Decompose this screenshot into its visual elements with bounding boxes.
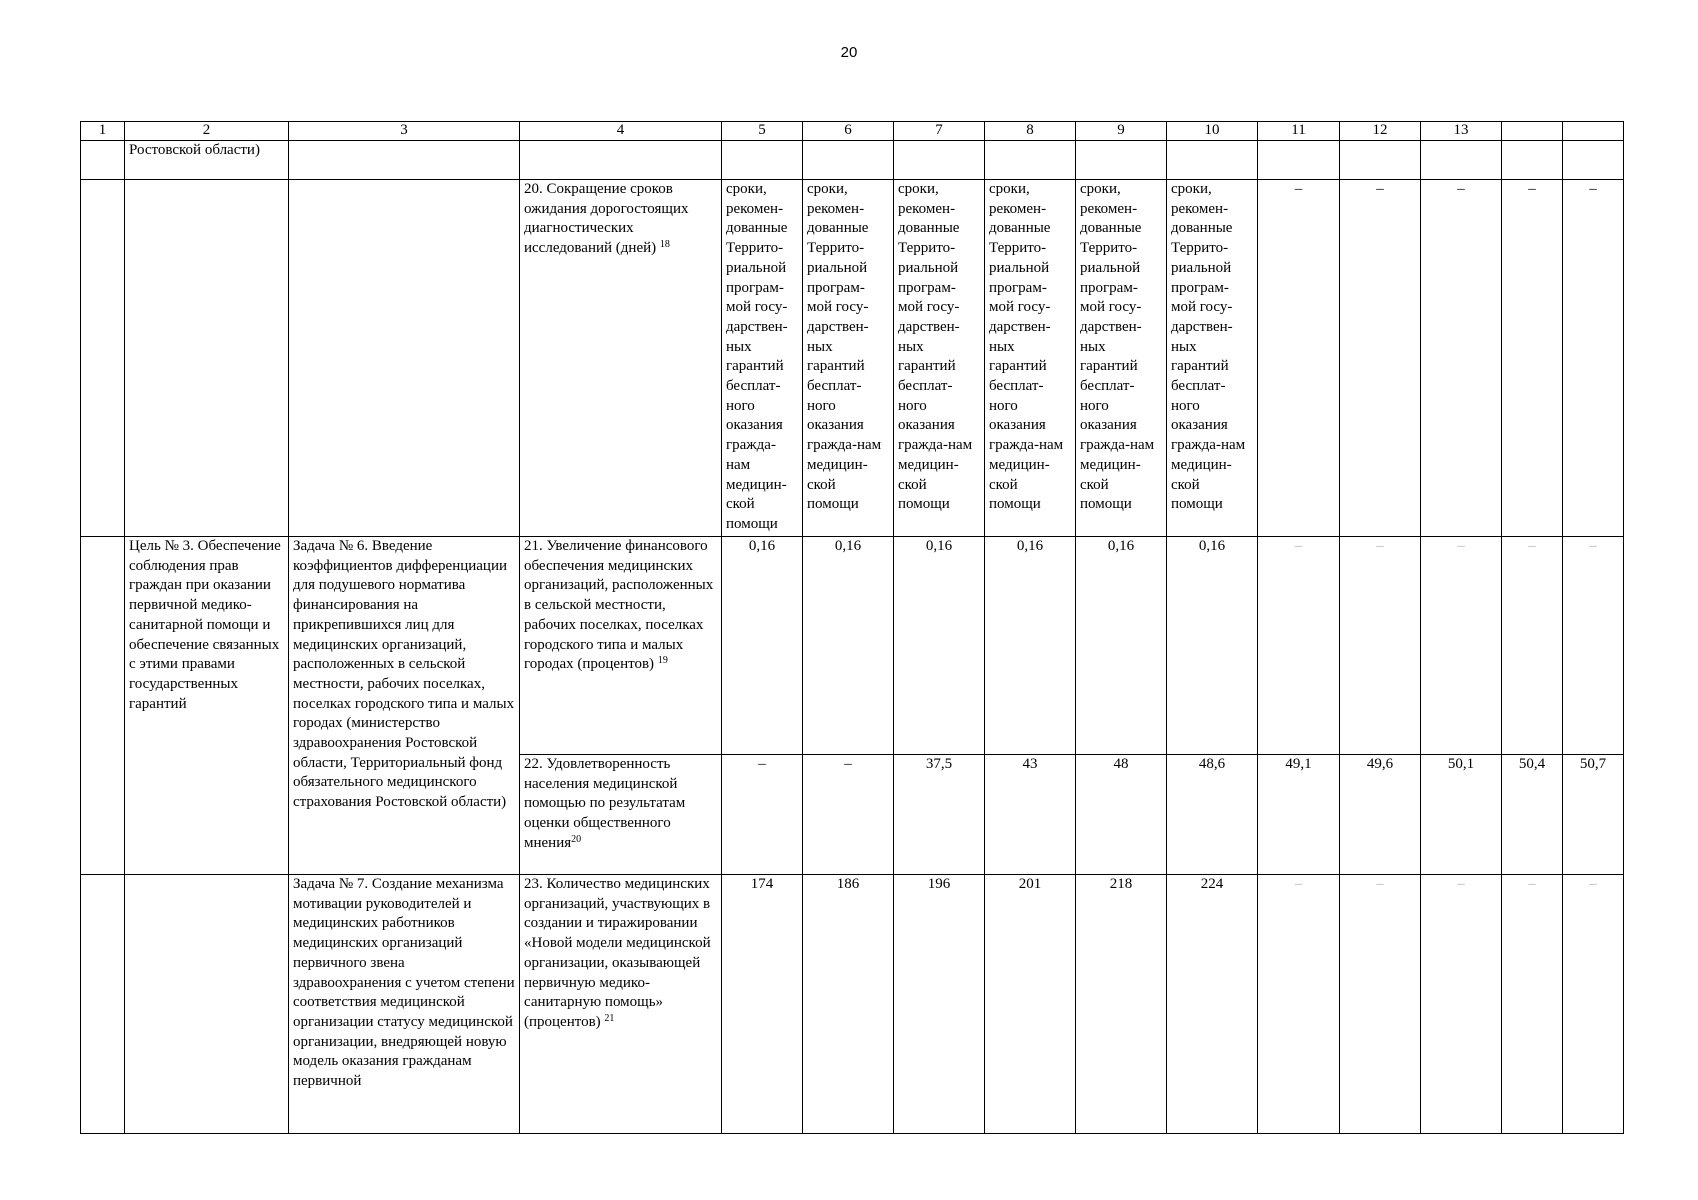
indicator-21-row [81,537,1624,755]
value-cell: 218 [1076,875,1167,1134]
value-cell: сроки, рекомен-дованные Террито-риальной програм-мой госу-дарствен-ных гарантий бесплат-ного оказания гражда-нам медицин-ской помощи [985,180,1076,537]
empty-cell [722,141,803,180]
indicator-name-cell [520,537,722,755]
value-cell: – [1421,180,1502,537]
column-number-cell: 10 [1167,122,1258,141]
column-number-cell: 1 [81,122,125,141]
empty-cell [1167,141,1258,180]
footnote-ref: 18 [659,239,670,251]
empty-cell [125,180,289,537]
value-cell: 48,6 [1167,755,1258,875]
empty-cell [985,141,1076,180]
value-cell: 0,16 [894,537,985,755]
continuation-row [81,141,1624,180]
value-cell: 196 [894,875,985,1134]
value-cell: – [1563,180,1624,537]
indicator-name: 20. Сокращение сроков ожидания дорогостоящих диагностических исследований (дней) [524,181,689,257]
value-cell: – [1340,875,1421,1134]
empty-cell [520,141,722,180]
value-cell: – [1258,537,1340,755]
column-number-cell: 7 [894,122,985,141]
value-cell: – [1502,875,1563,1134]
value-cell: 0,16 [985,537,1076,755]
value-cell: 0,16 [803,537,894,755]
column-number-cell [1563,122,1624,141]
value-cell: 0,16 [1167,537,1258,755]
value-cell: 186 [803,875,894,1134]
indicator-name-cell [520,180,722,537]
value-cell: 37,5 [894,755,985,875]
empty-cell [1563,141,1624,180]
empty-cell [1340,141,1421,180]
value-cell: 49,1 [1258,755,1340,875]
indicator-name-cell [520,755,722,875]
column-number-cell: 5 [722,122,803,141]
empty-cell [81,537,125,875]
value-cell: 48 [1076,755,1167,875]
value-cell: сроки, рекомен-дованные Террито-риальной програм-мой госу-дарствен-ных гарантий бесплат-ного оказания гражда-нам медицин-ской помощи [1076,180,1167,537]
column-number-cell: 11 [1258,122,1340,141]
value-cell: 43 [985,755,1076,875]
task-cell: Задача № 6. Введение коэффициентов дифференциации для подушевого норматива финансирования на прикрепившихся лиц для медицинских организаций, расположенных в сельской местности, рабочих поселках, поселках городского типа и малых городах (министерство здравоохранения Ростовской области, Территориальный фонд обязательного медицинского страхования Ростовской области) [289,537,520,875]
column-numbers-row [81,122,1624,141]
indicator-name: 21. Увеличение финансового обеспечения медицинских организаций, расположенных в сельской местности, рабочих поселках, поселках городского типа и малых городах (процентов) [524,538,714,673]
empty-cell [81,141,125,180]
value-cell: – [1502,537,1563,755]
value-cell: – [722,755,803,875]
column-number-cell: 3 [289,122,520,141]
empty-cell [803,141,894,180]
value-cell: 201 [985,875,1076,1134]
empty-cell [125,875,289,1134]
empty-cell [81,180,125,537]
footnote-ref: 21 [604,1012,615,1024]
value-cell: – [1563,537,1624,755]
value-cell: – [1340,180,1421,537]
value-cell: сроки, рекомен-дованные Террито-риальной програм-мой госу-дарствен-ных гарантий бесплат-ного оказания гражда-нам медицин-ской помощи [722,180,803,537]
column-number-cell: 13 [1421,122,1502,141]
empty-cell [1258,141,1340,180]
value-cell: – [803,755,894,875]
column-number-cell [1502,122,1563,141]
column-number-cell: 9 [1076,122,1167,141]
value-cell: 50,7 [1563,755,1624,875]
page-number: 20 [840,44,858,61]
value-cell: – [1421,875,1502,1134]
value-cell: сроки, рекомен-дованные Террито-риальной програм-мой госу-дарствен-ных гарантий бесплат-ного оказания гражда-нам медицин-ской помощи [803,180,894,537]
empty-cell [289,141,520,180]
value-cell: – [1421,537,1502,755]
indicator-name: 23. Количество медицинских организаций, участвующих в создании и тиражировании «Новой модели медицинской организации, оказывающей первичную медико-санитарную помощь» (процентов) [524,876,711,1030]
goal-cell: Цель № 3. Обеспечение соблюдения прав граждан при оказании первичной медико-санитарной помощи и обеспечение связанных с этими правами государственных гарантий [125,537,289,875]
empty-cell [894,141,985,180]
value-cell: – [1340,537,1421,755]
indicators-table [80,121,1624,1134]
indicator-23-row [81,875,1624,1134]
footnote-ref: 19 [657,655,668,667]
task-cell: Задача № 7. Создание механизма мотивации руководителей и медицинских работников медицинских организаций первичного звена здравоохранения с учетом степени соответствия медицинской организации статусу медицинской организации, внедряющей новую модель оказания гражданам первичной [289,875,520,1134]
empty-cell [1076,141,1167,180]
column-number-cell: 6 [803,122,894,141]
value-cell: сроки, рекомен-дованные Террито-риальной програм-мой госу-дарствен-ных гарантий бесплат-ного оказания гражда-нам медицин-ской помощи [1167,180,1258,537]
indicator-name: 22. Удовлетворенность населения медицинской помощью по результатам оценки общественного мнения [524,756,686,851]
column-number-cell: 4 [520,122,722,141]
empty-cell [1421,141,1502,180]
value-cell: сроки, рекомен-дованные Террито-риальной програм-мой госу-дарствен-ных гарантий бесплат-ного оказания гражда-нам медицин-ской помощи [894,180,985,537]
value-cell: 50,4 [1502,755,1563,875]
value-cell: – [1258,875,1340,1134]
indicator-20-row [81,180,1624,537]
value-cell: 0,16 [1076,537,1167,755]
value-cell: – [1258,180,1340,537]
empty-cell [81,875,125,1134]
indicator-name-cell [520,875,722,1134]
empty-cell [289,180,520,537]
value-cell: 0,16 [722,537,803,755]
value-cell: – [1502,180,1563,537]
value-cell: – [1563,875,1624,1134]
footnote-ref: 20 [571,833,582,845]
column-number-cell: 8 [985,122,1076,141]
column-number-cell: 12 [1340,122,1421,141]
value-cell: 174 [722,875,803,1134]
value-cell: 50,1 [1421,755,1502,875]
value-cell: 224 [1167,875,1258,1134]
value-cell: 49,6 [1340,755,1421,875]
empty-cell [1502,141,1563,180]
goal-continuation-cell: Ростовской области) [125,141,289,180]
column-number-cell: 2 [125,122,289,141]
